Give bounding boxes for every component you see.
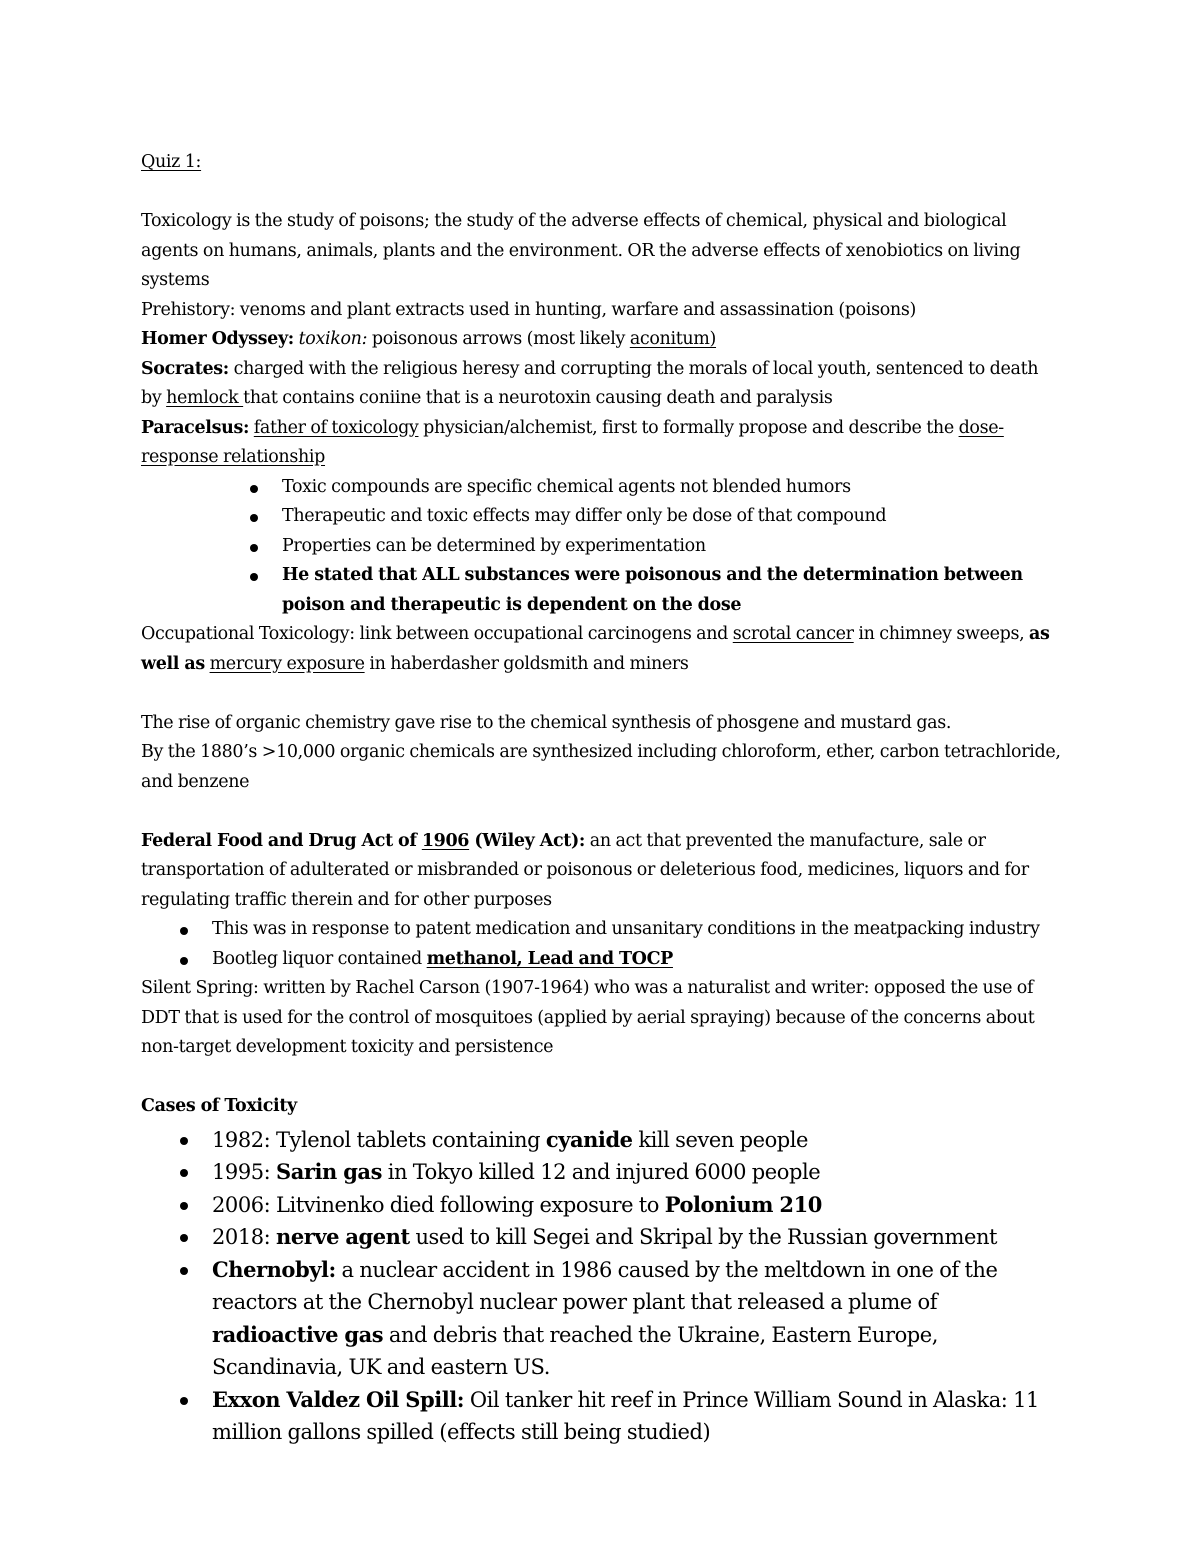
case-agent: nerve agent bbox=[276, 1224, 410, 1249]
bullet-icon bbox=[180, 1267, 188, 1275]
spacer bbox=[141, 797, 1061, 827]
homer-label: Homer Odyssey: bbox=[141, 329, 294, 349]
wiley-label-2: (Wiley Act): bbox=[469, 830, 586, 851]
case-text: 1982: Tylenol tablets containing bbox=[212, 1127, 546, 1152]
bullet-icon bbox=[250, 514, 258, 522]
scrotal-cancer-term: scrotal cancer bbox=[732, 624, 854, 644]
case-text: 2006: Litvinenko died following exposure to bbox=[212, 1192, 665, 1217]
list-item bbox=[141, 1189, 1061, 1222]
list-item bbox=[141, 473, 1061, 503]
case-agent: Sarin gas bbox=[276, 1159, 382, 1184]
list-item bbox=[141, 1124, 1061, 1157]
occupational-text-2: in chimney sweeps, bbox=[853, 624, 1030, 644]
bullet-icon bbox=[180, 957, 188, 965]
list-item bbox=[141, 945, 1061, 975]
bullet-icon bbox=[250, 573, 258, 581]
list-item-text: He stated that ALL substances were poisonous and the determination between poison and therapeutic is dependent on the dose bbox=[282, 565, 1023, 615]
bullet-icon bbox=[180, 1169, 188, 1177]
list-item bbox=[141, 915, 1061, 945]
wiley-year: 1906 bbox=[421, 830, 470, 851]
case-text: and debris that reached the Ukraine, Eastern Europe, Scandinavia, UK and eastern US. bbox=[212, 1322, 938, 1379]
wiley-label: Federal Food and Drug Act of bbox=[141, 830, 422, 851]
cases-heading-text: Cases of Toxicity bbox=[141, 1096, 297, 1116]
list-item bbox=[141, 1254, 1061, 1384]
definition-paragraph: Toxicology is the study of poisons; the study of the adverse effects of chemical, physical and biological agents on humans, animals, plants and the environment. OR the adverse effects of xenobiotics on living systems bbox=[141, 211, 1021, 290]
paracelsus-paragraph bbox=[141, 414, 1061, 473]
list-item-text: Properties can be determined by experimentation bbox=[282, 535, 706, 556]
aconitum-term: aconitum) bbox=[629, 329, 717, 349]
socrates-text-2: that contains coniine that is a neurotoxin causing death and paralysis bbox=[243, 388, 833, 408]
wiley-paragraph bbox=[141, 827, 1061, 916]
occupational-text-3: in haberdasher goldsmith and miners bbox=[364, 653, 689, 674]
case-agent: cyanide bbox=[545, 1126, 633, 1152]
socrates-paragraph bbox=[141, 355, 1061, 414]
list-item bbox=[141, 1156, 1061, 1189]
chernobyl-label: Chernobyl: bbox=[212, 1256, 336, 1282]
case-text: Oil tanker hit reef in Prince William Sound in Alaska: 11 million gallons spilled (effects still being studied) bbox=[212, 1387, 1039, 1444]
wiley-text: an act that prevented the manufacture, sale or transportation of adulterated or misbranded or poisonous or deleterious food, medicines, liquors and for regulating traffic therein and for other purposes bbox=[141, 830, 1029, 910]
case-text: in Tokyo killed 12 and injured 6000 people bbox=[381, 1160, 821, 1184]
case-agent: radioactive gas bbox=[212, 1321, 384, 1347]
list-item bbox=[141, 502, 1061, 532]
toxikon-term: toxikon: bbox=[298, 329, 368, 349]
bullet-icon bbox=[250, 485, 258, 493]
silent-spring-paragraph: Silent Spring: written by Rachel Carson (1907-1964) who was a naturalist and writer: opposed the use of DDT that is used for the control of mosquitoes (applied by aerial spraying) because of the concerns about non-target development toxicity and persistence bbox=[141, 978, 1035, 1057]
bullet-icon bbox=[250, 544, 258, 552]
occupational-text: Occupational Toxicology: link between occupational carcinogens and bbox=[141, 624, 733, 644]
homer-text: poisonous arrows (most likely bbox=[367, 329, 630, 349]
bullet-icon bbox=[180, 1397, 188, 1405]
list-item-text: Bootleg liquor contained bbox=[212, 948, 427, 969]
bullet-icon bbox=[180, 1137, 188, 1145]
case-text: 1995: bbox=[212, 1160, 276, 1184]
as-well-as-text: as well as bbox=[141, 624, 1050, 674]
bullet-icon bbox=[180, 927, 188, 935]
organic-line-2: By the 1880’s >10,000 organic chemicals are synthesized including chloroform, ether, carbon tetrachloride, and benzene bbox=[141, 742, 1061, 792]
father-of-toxicology-term: father of toxicology bbox=[253, 417, 419, 438]
cases-list bbox=[141, 1124, 1061, 1449]
case-text: kill seven people bbox=[632, 1127, 809, 1152]
list-item bbox=[141, 1384, 1061, 1449]
prehistory-paragraph: Prehistory: venoms and plant extracts used in hunting, warfare and assassination (poisons) bbox=[141, 299, 916, 320]
homer-paragraph bbox=[141, 325, 1061, 355]
case-text: 2018: bbox=[212, 1225, 276, 1249]
occupational-paragraph bbox=[141, 620, 1061, 679]
bullet-icon bbox=[180, 1234, 188, 1242]
socrates-text: charged with the religious heresy and corrupting the morals of local youth, sentenced to death by bbox=[141, 358, 1039, 408]
paracelsus-list bbox=[141, 473, 1061, 621]
cases-heading bbox=[141, 1092, 1061, 1122]
paracelsus-text: physician/alchemist, first to formally propose and describe the bbox=[418, 417, 959, 438]
bootleg-substances: methanol, Lead and TOCP bbox=[426, 948, 673, 969]
list-item bbox=[141, 1221, 1061, 1254]
socrates-label: Socrates: bbox=[141, 358, 229, 379]
bullet-icon bbox=[180, 1202, 188, 1210]
document-body bbox=[141, 148, 1061, 1449]
spacer bbox=[141, 679, 1061, 709]
case-text: used to kill Segei and Skripal by the Russian government bbox=[409, 1225, 998, 1249]
spacer bbox=[141, 1063, 1061, 1093]
page-title: Quiz 1: bbox=[141, 152, 202, 172]
list-item bbox=[141, 561, 1061, 620]
dose-response-term: dose-response relationship bbox=[141, 417, 1004, 467]
paracelsus-label: Paracelsus: bbox=[141, 417, 250, 438]
case-agent: Polonium 210 bbox=[664, 1191, 822, 1217]
list-item-text: Therapeutic and toxic effects may differ only be dose of that compound bbox=[282, 506, 887, 526]
organic-line-1: The rise of organic chemistry gave rise to the chemical synthesis of phosgene and mustard gas. bbox=[141, 712, 952, 733]
spacer bbox=[141, 178, 1061, 208]
hemlock-term: hemlock bbox=[166, 388, 244, 408]
mercury-exposure-term: mercury exposure bbox=[209, 653, 365, 674]
case-text: a nuclear accident in 1986 caused by the meltdown in one of the reactors at the Chernobyl nuclear power plant that released a plume of bbox=[212, 1257, 998, 1314]
list-item-text: Toxic compounds are specific chemical agents not blended humors bbox=[282, 476, 851, 497]
list-item bbox=[141, 532, 1061, 562]
wiley-list bbox=[141, 915, 1061, 974]
list-item-text: This was in response to patent medication and unsanitary conditions in the meatpacking industry bbox=[212, 919, 1040, 939]
exxon-label: Exxon Valdez Oil Spill: bbox=[212, 1386, 465, 1412]
